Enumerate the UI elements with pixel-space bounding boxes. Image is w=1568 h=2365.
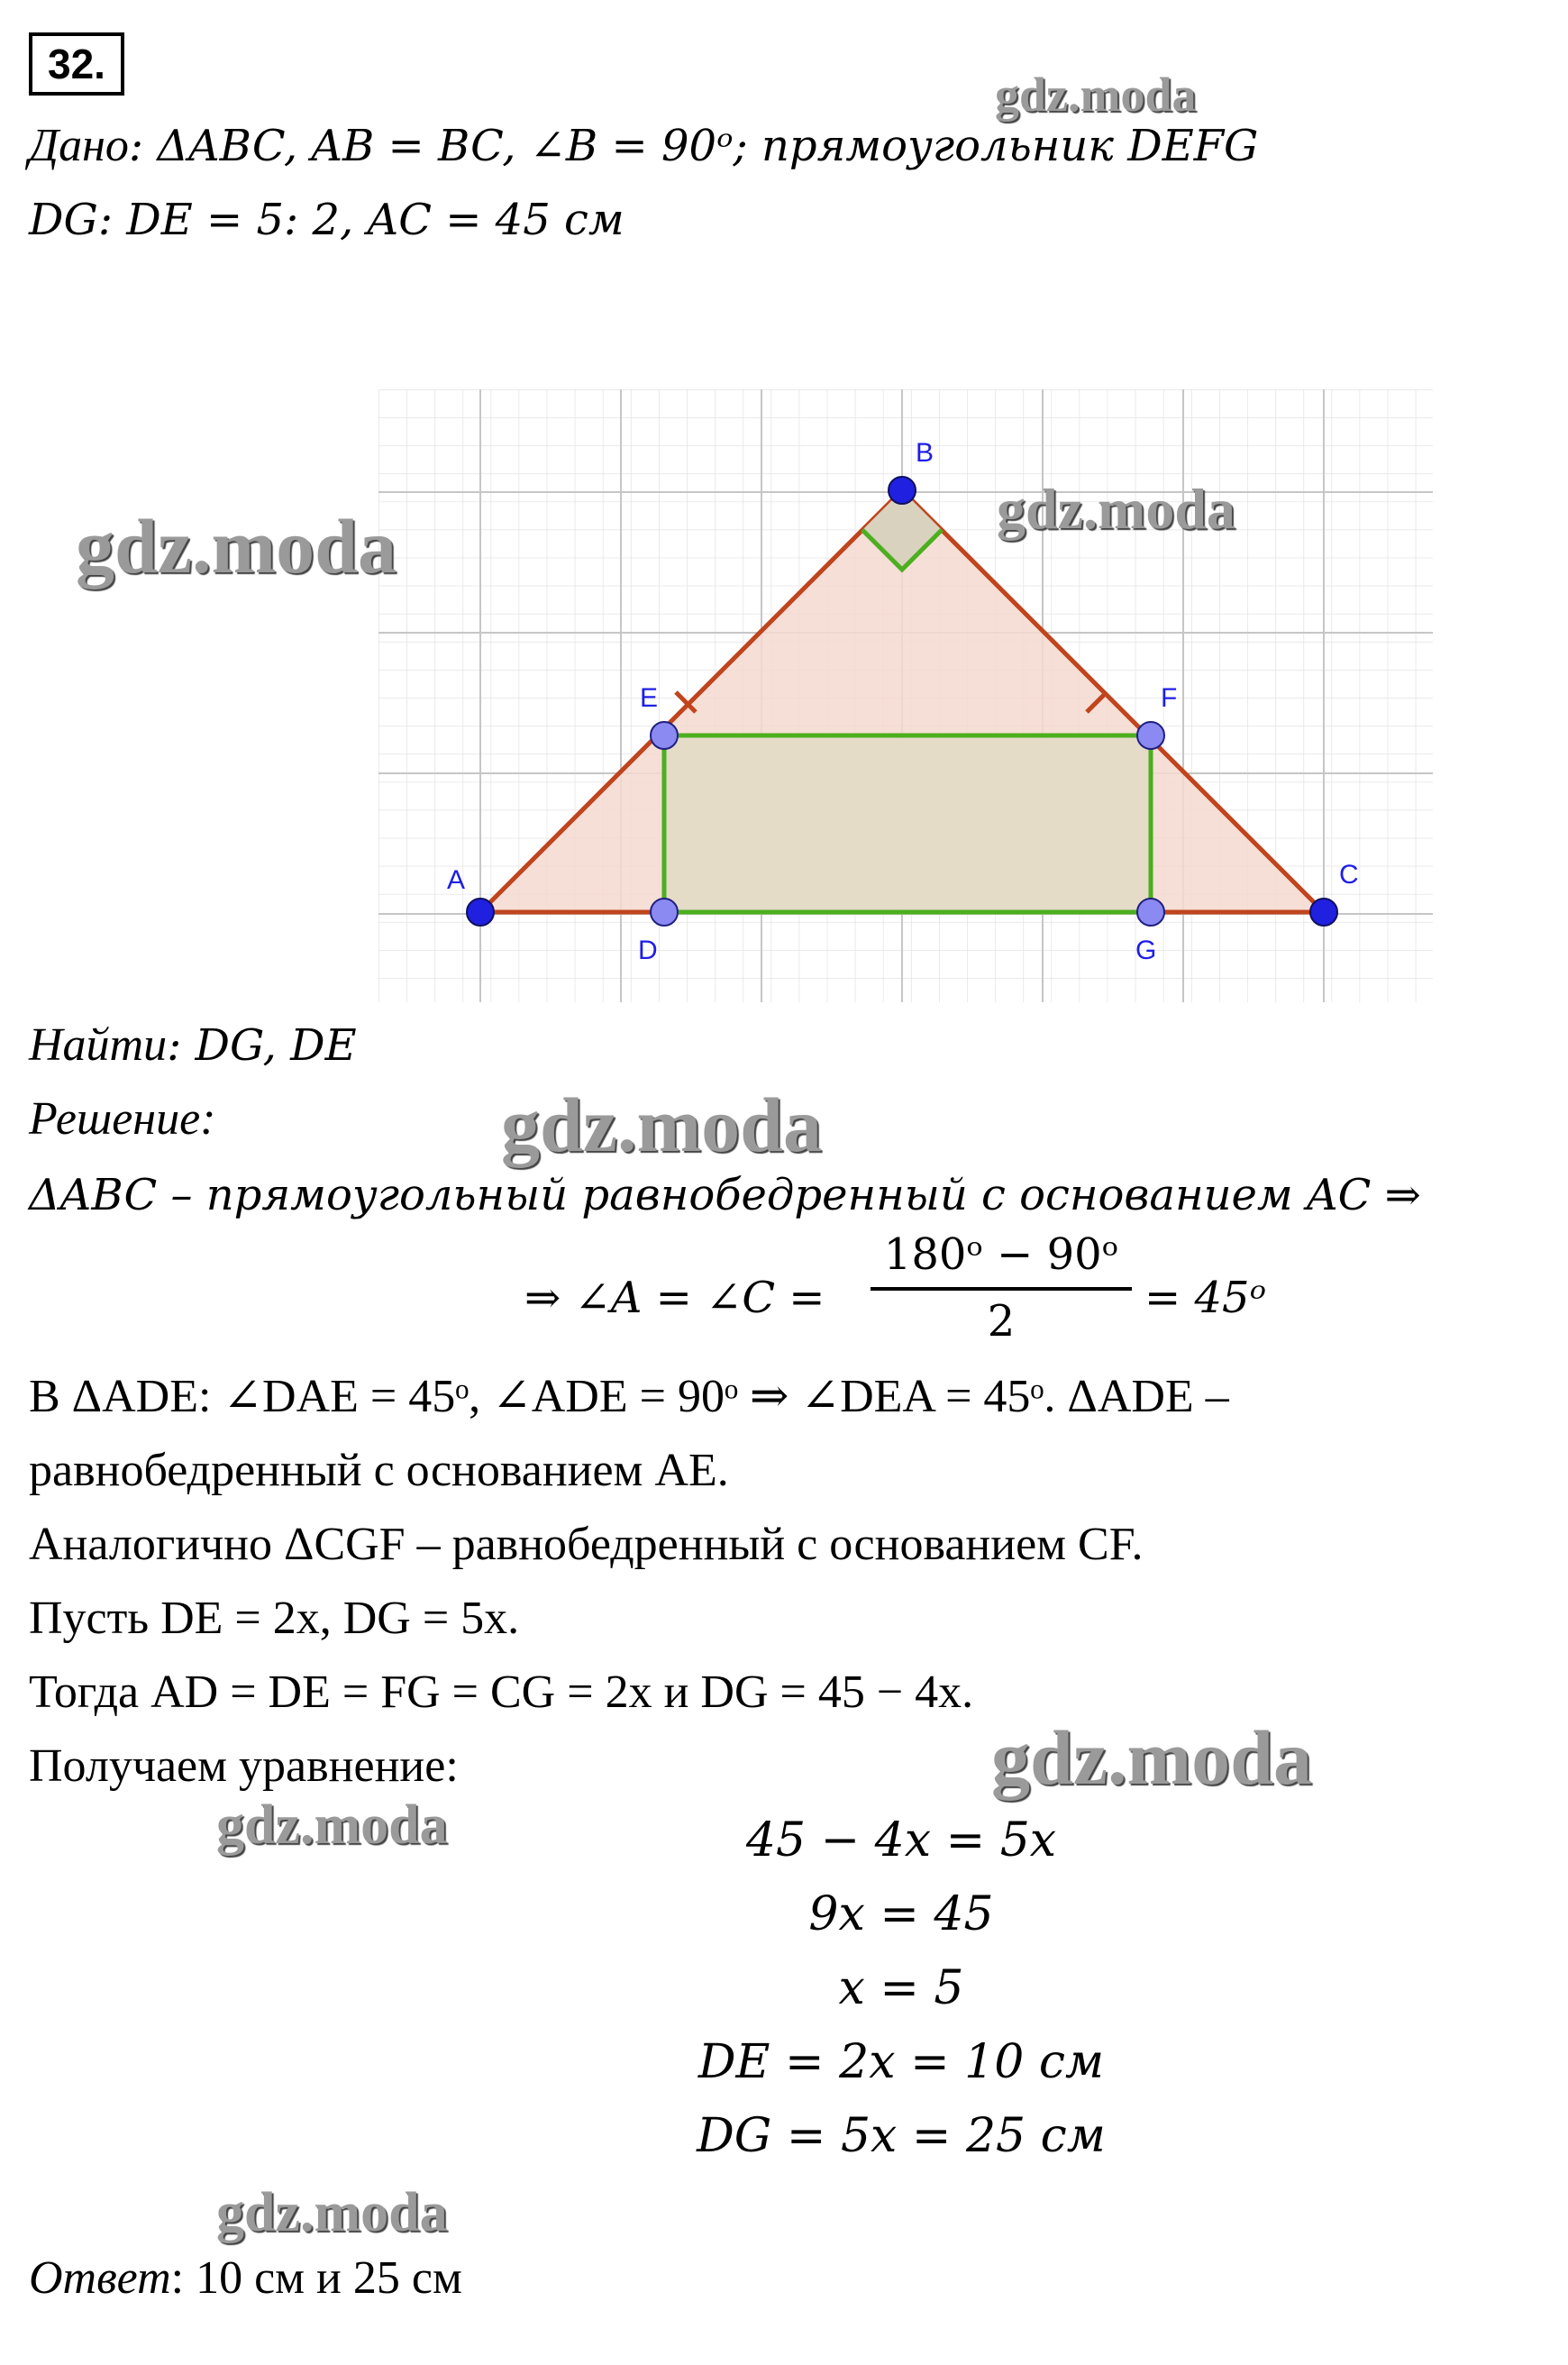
label-e: E	[640, 683, 659, 713]
equation-4: DE = 2x = 10 см	[697, 2035, 1105, 2089]
given-text-1: : ΔABC, AB = BC, ∠B = 90ᵒ; прямоугольник DEFG	[128, 121, 1259, 171]
watermark: gdz.moda	[995, 68, 1197, 122]
find-label: Найти	[29, 1019, 168, 1071]
equation-3: x = 5	[838, 1961, 964, 2015]
point-f	[1137, 722, 1164, 749]
given-line-2: DG: DE = 5: 2, AC = 45 см	[29, 195, 624, 245]
fraction-numerator: 180ᵒ − 90ᵒ	[883, 1229, 1119, 1280]
watermark: gdz.moda	[216, 2182, 448, 2243]
watermark: gdz.moda	[991, 1714, 1312, 1801]
solution-line-2-left: ⇒ ∠A = ∠C =	[524, 1273, 825, 1323]
point-d	[651, 899, 678, 926]
problem-number: 32.	[29, 32, 124, 96]
solution-line-1: ΔABC – прямоугольный равнобедренный с основанием AC ⇒	[29, 1170, 1421, 1220]
watermark: gdz.moda	[76, 503, 397, 589]
equation-5: DG = 5x = 25 см	[697, 2109, 1106, 2163]
watermark: gdz.moda	[997, 477, 1235, 541]
equation-1: 45 − 4x = 5x	[745, 1813, 1057, 1867]
watermark: gdz.moda	[501, 1082, 822, 1168]
rectangle-defg	[664, 735, 1151, 912]
point-e	[651, 722, 678, 749]
answer-line	[29, 2251, 462, 2306]
solution-line-3: В ΔADE: ∠DAE = 45ᵒ, ∠ADE = 90ᵒ ⇒ ∠DEA = 45ᵒ. ΔADE –	[29, 1371, 1229, 1422]
equation-2: 9x = 45	[808, 1887, 994, 1941]
solution-line-2-right: = 45ᵒ	[1144, 1273, 1267, 1323]
point-g	[1137, 899, 1164, 926]
find-line	[29, 1018, 357, 1073]
label-c: C	[1339, 860, 1359, 890]
solution-line-6: Пусть DE = 2x, DG = 5x.	[29, 1593, 520, 1644]
geometry-figure	[378, 389, 1442, 1011]
label-f: F	[1161, 683, 1178, 713]
solution-line-5: Аналогично ΔCGF – равнобедренный с основанием CF.	[29, 1519, 1144, 1570]
find-text: : DG, DE	[167, 1020, 357, 1071]
label-a: A	[447, 865, 466, 895]
fraction-denominator: 2	[987, 1296, 1016, 1347]
watermark: gdz.moda	[216, 1794, 448, 1856]
fraction-bar	[871, 1287, 1132, 1291]
given-line-1	[29, 119, 1258, 173]
solution-line-8: Получаем уравнение:	[29, 1740, 459, 1792]
point-b	[889, 477, 916, 504]
solution-label: Решение:	[29, 1093, 216, 1145]
solution-line-4: равнобедренный с основанием AE.	[29, 1445, 729, 1496]
answer-text: : 10 см и 25 см	[170, 2252, 462, 2304]
solution-line-7: Тогда AD = DE = FG = CG = 2x и DG = 45 − 4x.	[29, 1666, 974, 1718]
label-g: G	[1135, 936, 1157, 965]
label-b: B	[916, 438, 934, 468]
answer-label: Ответ	[29, 2252, 171, 2304]
point-a	[467, 899, 494, 926]
label-d: D	[638, 936, 658, 965]
given-label: Дано	[29, 120, 129, 171]
point-c	[1310, 899, 1337, 926]
angle-fraction	[871, 1228, 1132, 1347]
